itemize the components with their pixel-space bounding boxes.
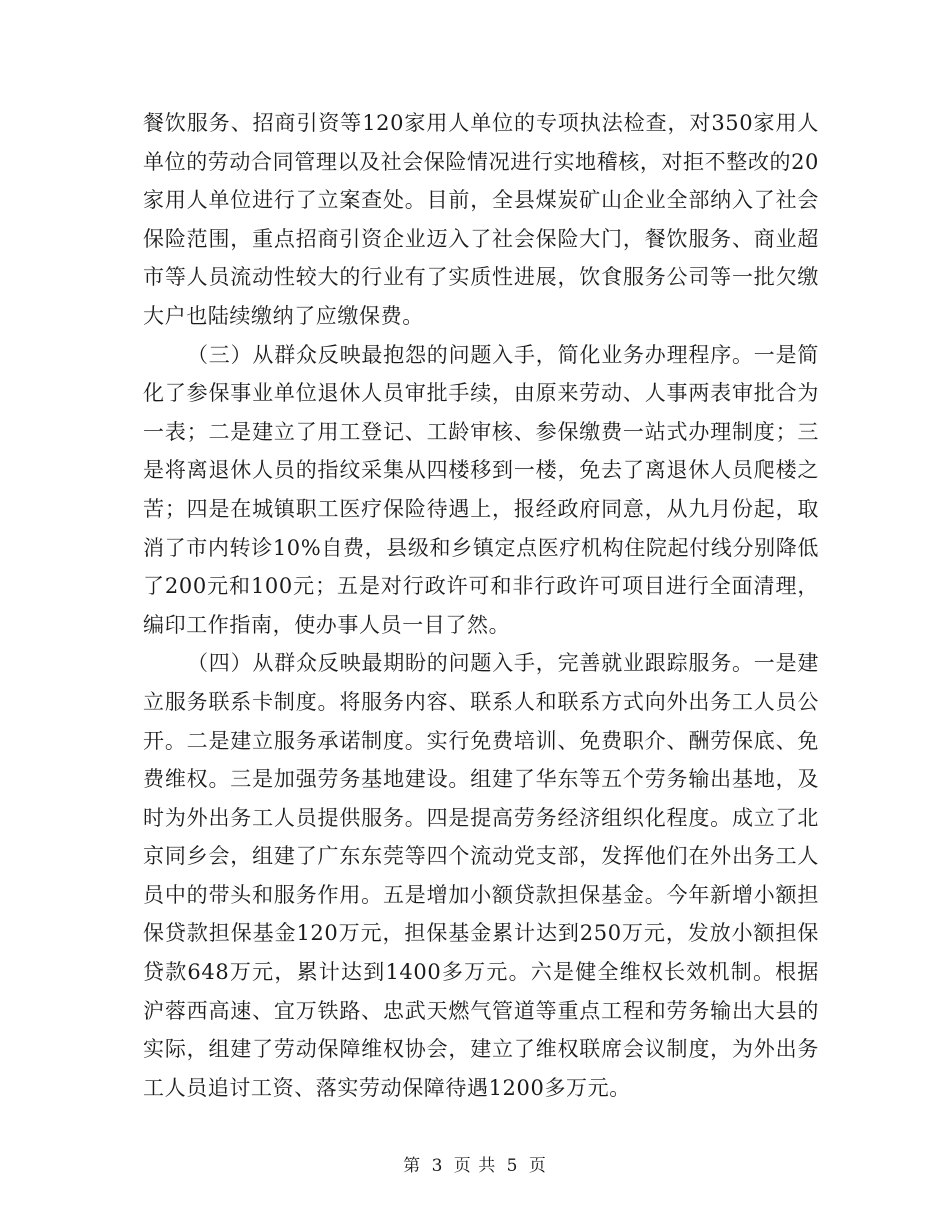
footer-total-pages: 5 bbox=[506, 1156, 519, 1176]
footer-prefix: 第 bbox=[403, 1156, 422, 1176]
document-body bbox=[143, 104, 819, 1107]
paragraph-continuation: 餐饮服务、招商引资等120家用人单位的专项执法检查，对350家用人单位的劳动合同管理以及社会保险情况进行实地稽核，对拒不整改的20家用人单位进行了立案查处。目前，全县煤炭矿山企业全部纳入了社会保险范围，重点招商引资企业迈入了社会保险大门，餐饮服务、商业超市等人员流动性较大的行业有了实质性进展，饮食服务公司等一批欠缴大户也陆续缴纳了应缴保费。 bbox=[143, 111, 819, 328]
paragraph-section-four: （四）从群众反映最期盼的问题入手，完善就业跟踪服务。一是建立服务联系卡制度。将服务内容、联系人和联系方式向外出务工人员公开。二是建立服务承诺制度。实行免费培训、免费职介、酬劳保底、免费维权。三是加强劳务基地建设。组建了华东等五个劳务输出基地，及时为外出务工人员提供服务。四是提高劳务经济组织化程度。成立了北京同乡会，组建了广东东莞等四个流动党支部，发挥他们在外出务工人员中的带头和服务作用。五是增加小额贷款担保基金。今年新增小额担保贷款担保基金120万元，担保基金累计达到250万元，发放小额担保贷款648万元，累计达到1400多万元。六是健全维权长效机制。根据沪蓉西高速、宜万铁路、忠武天燃气管道等重点工程和劳务输出大县的实际，组建了劳动保障维权协会，建立了维权联席会议制度，为外出务工人员追讨工资、落实劳动保障待遇1200多万元。 bbox=[143, 651, 819, 1100]
footer-current-page: 3 bbox=[431, 1156, 444, 1176]
page-footer bbox=[0, 1151, 950, 1176]
footer-middle: 页 共 bbox=[453, 1156, 497, 1176]
footer-suffix: 页 bbox=[528, 1156, 547, 1176]
paragraph-section-three: （三）从群众反映最抱怨的问题入手，简化业务办理程序。一是简化了参保事业单位退休人员审批手续，由原来劳动、人事两表审批合为一表；二是建立了用工登记、工龄审核、参保缴费一站式办理制度；三是将离退休人员的指纹采集从四楼移到一楼，免去了离退休人员爬楼之苦；四是在城镇职工医疗保险待遇上，报经政府同意，从九月份起，取消了市内转诊10%自费，县级和乡镇定点医疗机构住院起付线分别降低了200元和100元；五是对行政许可和非行政许可项目进行全面清理，编印工作指南，使办事人员一目了然。 bbox=[143, 342, 819, 637]
